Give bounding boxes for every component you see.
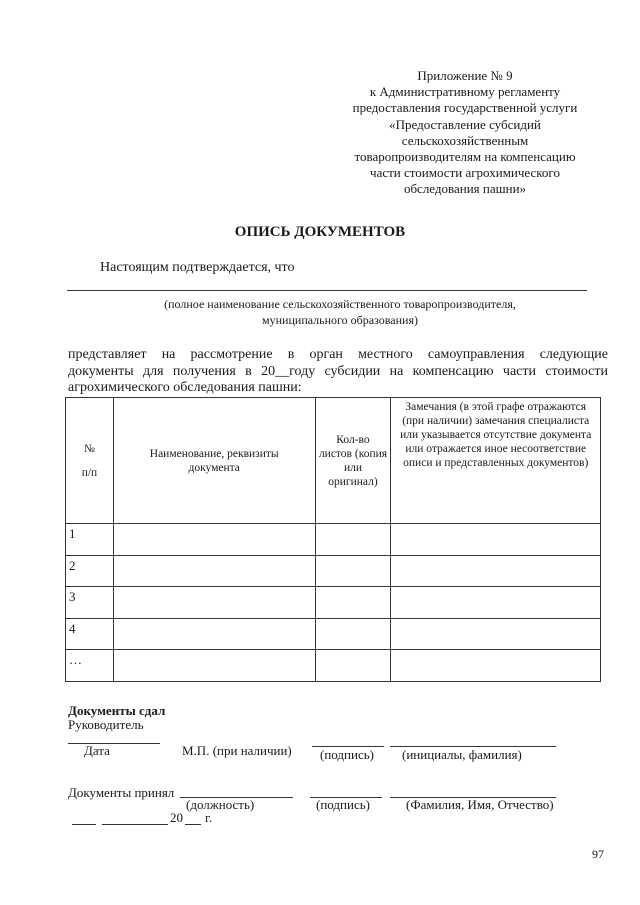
month-line [102,824,168,825]
table-row [66,587,601,619]
day-line [72,824,96,825]
position-label: (должность) [186,797,255,812]
date-label: Дата [84,743,110,758]
header-sheet-count: Кол-во листов (копия или оригинал) [315,398,391,524]
document-name-cell[interactable] [113,524,315,556]
appendix-header [320,68,610,198]
intro-paragraph [68,347,608,397]
header-number-sign: № [83,442,95,455]
initials-label: (инициалы, фамилия) [402,747,522,762]
signature-label: (подпись) [320,747,374,762]
appendix-line: товаропроизводителям на компенсацию [354,149,576,165]
remarks-cell[interactable] [391,555,601,587]
document-name-cell[interactable] [113,650,315,682]
producer-name-line [67,290,587,291]
row-number: 3 [66,587,114,619]
row-number: 1 [66,524,114,556]
caption-line: муниципального образования) [262,313,418,327]
appendix-line: Приложение № 9 [417,68,513,83]
confirm-text: Настоящим подтверждается, что [100,260,295,275]
head-label: Руководитель [68,717,144,732]
sheet-count-cell[interactable] [315,524,391,556]
table-header-row [66,398,601,524]
appendix-line: предоставления государственной услуги [352,100,578,116]
stamp-label: М.П. (при наличии) [182,743,292,758]
table-row [66,555,601,587]
table-row [66,618,601,650]
row-number: … [66,650,114,682]
year-suffix: г. [205,810,213,825]
header-remarks: Замечания (в этой графе отражаются (при наличии) замечания специалиста или указывается отсутствие документа или отражается иное несоответствие описи и представленных документов) [391,398,601,524]
year-line [185,824,201,825]
sheet-count-cell[interactable] [315,555,391,587]
remarks-cell[interactable] [391,650,601,682]
document-name-cell[interactable] [113,555,315,587]
paragraph-line: агрохимического обследования пашни: [68,380,302,395]
paragraph-line: документы для получения в 20__году субсидии на компенсацию части стоимости [68,363,608,379]
producer-caption [60,296,620,328]
document-name-cell[interactable] [113,587,315,619]
date-line [68,743,160,744]
header-number [66,398,114,524]
row-number: 4 [66,618,114,650]
page-number: 97 [592,847,604,861]
table-row [66,524,601,556]
remarks-cell[interactable] [391,524,601,556]
sheet-count-cell[interactable] [315,618,391,650]
submitted-title: Документы сдал [68,703,166,718]
document-name-cell[interactable] [113,618,315,650]
documents-table [65,397,601,682]
caption-line: (полное наименование сельскохозяйственного товаропроизводителя, [164,297,516,311]
year-prefix: 20 [170,810,183,825]
document-title: ОПИСЬ ДОКУМЕНТОВ [234,224,406,240]
remarks-cell[interactable] [391,587,601,619]
sheet-count-cell[interactable] [315,650,391,682]
appendix-line: обследования пашни» [403,181,527,197]
sheet-count-cell[interactable] [315,587,391,619]
header-document-name: Наименование, реквизиты документа [113,398,315,524]
signature2-label: (подпись) [316,797,370,812]
appendix-line: к Административному регламенту [369,84,561,100]
appendix-line: части стоимости агрохимического [370,165,560,181]
appendix-line: сельскохозяйственным [401,132,529,148]
header-number-label: п/п [81,466,98,479]
received-label: Документы принял [68,785,175,800]
remarks-cell[interactable] [391,618,601,650]
full-name-label: (Фамилия, Имя, Отчество) [406,797,554,812]
appendix-line: «Предоставление субсидий [389,116,541,132]
paragraph-line: представляет на рассмотрение в орган местного самоуправления следующие [68,347,608,362]
row-number: 2 [66,555,114,587]
table-row [66,650,601,682]
